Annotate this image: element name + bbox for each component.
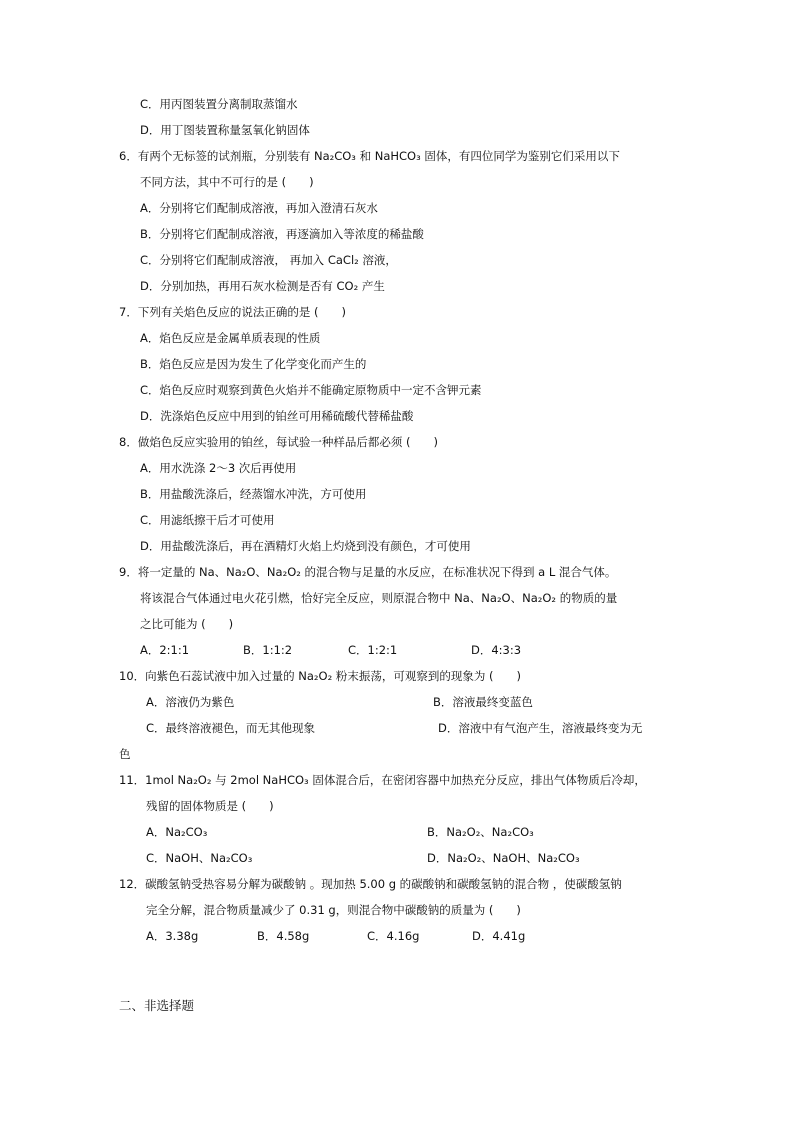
q12-stem: 12．碳酸氢钠受热容易分解为碳酸钠 。现加热 5.00 g 的碳酸钠和碳酸氢钠的混合物 ，使碳酸氢钠 <box>119 877 622 891</box>
q6-option-c: C．分别将它们配制成溶液， 再加入 CaCl₂ 溶液， <box>140 253 397 267</box>
q12-option-b: B．4.58g <box>257 929 310 943</box>
q6-option-b: B．分别将它们配制成溶液，再逐滴加入等浓度的稀盐酸 <box>140 227 424 241</box>
q7-option-c: C．焰色反应时观察到黄色火焰并不能确定原物质中一定不含钾元素 <box>140 383 482 397</box>
q8-option-a: A．用水洗涤 2～3 次后再使用 <box>140 461 297 475</box>
q8-option-c: C．用滤纸擦干后才可使用 <box>140 513 275 527</box>
q12-stem-cont: 完全分解，混合物质量减少了 0.31 g，则混合物中碳酸钠的质量为 ( ) <box>146 903 521 917</box>
q7-option-d: D．洗涤焰色反应中用到的铂丝可用稀硫酸代替稀盐酸 <box>140 409 414 423</box>
q10-stem: 10．向紫色石蕊试液中加入过量的 Na₂O₂ 粉末振荡，可观察到的现象为 ( ) <box>119 669 521 683</box>
section-heading: 二、非选择题 <box>119 998 195 1013</box>
q10-option-b: B．溶液最终变蓝色 <box>433 695 533 709</box>
q6-option-d: D．分别加热，再用石灰水检测是否有 CO₂ 产生 <box>140 279 385 293</box>
q10-option-a: A．溶液仍为紫色 <box>146 695 235 709</box>
q8-option-b: B．用盐酸洗涤后，经蒸馏水冲洗，方可使用 <box>140 487 367 501</box>
q12-option-d: D．4.41g <box>472 929 526 943</box>
q10-option-d-cont: 色 <box>119 747 131 761</box>
q8-stem: 8．做焰色反应实验用的铂丝，每试验一种样品后都必须 ( ) <box>119 435 438 449</box>
q9-option-a: A．2:1:1 <box>140 643 190 657</box>
q10-option-d: D．溶液中有气泡产生，溶液最终变为无 <box>438 721 643 735</box>
q11-option-b: B．Na₂O₂、Na₂CO₃ <box>427 825 534 839</box>
q6-stem: 6．有两个无标签的试剂瓶，分别装有 Na₂CO₃ 和 NaHCO₃ 固体，有四位同学为鉴别它们采用以下 <box>119 149 620 163</box>
q8-option-d: D．用盐酸洗涤后，再在酒精灯火焰上灼烧到没有颜色，才可使用 <box>140 539 471 553</box>
q12-option-c: C．4.16g <box>367 929 420 943</box>
q7-option-a: A．焰色反应是金属单质表现的性质 <box>140 331 321 345</box>
q11-stem: 11．1mol Na₂O₂ 与 2mol NaHCO₃ 固体混合后，在密闭容器中加热充分反应，排出气体物质后冷却， <box>119 773 646 787</box>
q11-option-c: C．NaOH、Na₂CO₃ <box>146 851 253 865</box>
q10-option-c: C．最终溶液褪色，而无其他现象 <box>146 721 316 735</box>
q6-option-a: A．分别将它们配制成溶液，再加入澄清石灰水 <box>140 201 378 215</box>
q9-stem-cont2: 之比可能为 ( ) <box>140 617 234 631</box>
q6-stem-cont: 不同方法，其中不可行的是 ( ) <box>140 175 314 189</box>
q9-stem: 9．将一定量的 Na、Na₂O、Na₂O₂ 的混合物与足量的水反应，在标准状况下得到 a L 混合气体。 <box>119 565 617 579</box>
q9-stem-cont: 将该混合气体通过电火花引燃，恰好完全反应，则原混合物中 Na、Na₂O、Na₂O₂ 的物质的量 <box>140 591 618 605</box>
q7-stem: 7．下列有关焰色反应的说法正确的是 ( ) <box>119 305 346 319</box>
q11-option-d: D．Na₂O₂、NaOH、Na₂CO₃ <box>427 851 580 865</box>
q9-option-b: B．1:1:2 <box>243 643 293 657</box>
q5-option-c: C．用丙图装置分离制取蒸馏水 <box>140 97 298 111</box>
q12-option-a: A．3.38g <box>146 929 199 943</box>
q11-option-a: A．Na₂CO₃ <box>146 825 208 839</box>
q9-option-d: D．4:3:3 <box>471 643 522 657</box>
q9-option-c: C．1:2:1 <box>348 643 398 657</box>
q5-option-d: D．用丁图装置称量氢氧化钠固体 <box>140 123 310 137</box>
q7-option-b: B．焰色反应是因为发生了化学变化而产生的 <box>140 357 367 371</box>
q11-stem-cont: 残留的固体物质是 ( ) <box>146 799 274 813</box>
